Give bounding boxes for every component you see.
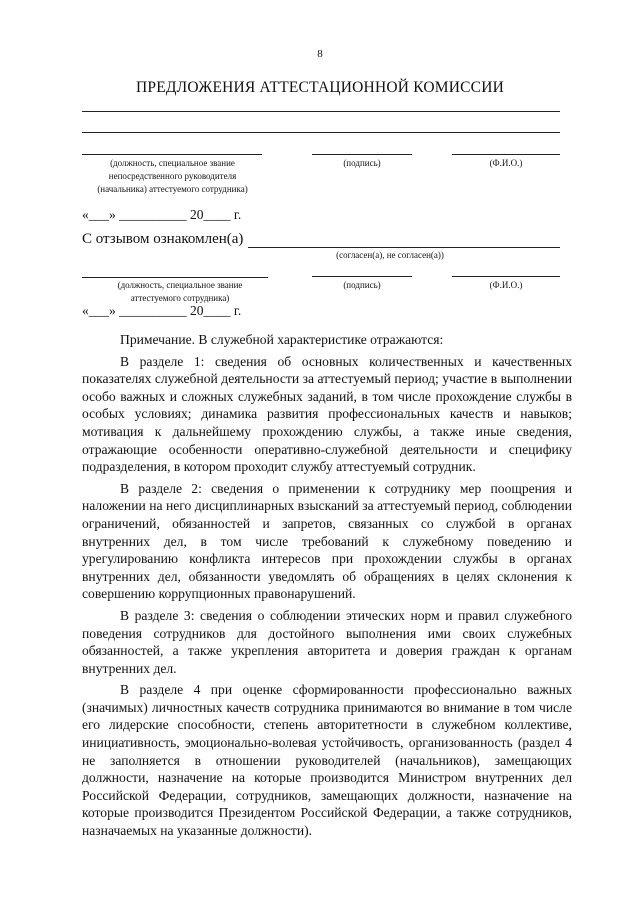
date-open-quote: « [82,207,89,222]
acknowledgement-line [248,247,560,248]
proposal-line-1 [82,111,560,112]
date-open-quote: « [82,303,89,318]
date-year-blank: ____ [203,207,231,222]
signature-line-2 [312,276,412,277]
proposal-line-2 [82,132,560,133]
position-line-2 [82,277,268,278]
note-paragraph-section-3: В разделе 3: сведения о соблюдении этических норм и правил служебного поведения сотрудников для достойного выполнения ими своих служебных обязанностей, а также укрепления авторитета и доверия граждан к органам внутренних дел. [82,607,572,676]
date-close-quote: » [109,303,116,318]
position-line-1 [82,154,262,155]
name-line-1 [452,154,560,155]
note-paragraph-section-4: В разделе 4 при оценке сформированности профессионально важных (значимых) личностных качеств сотрудника принимаются во внимание в том числе его лидерские способности, степень авторитетности в служебном коллективе, инициативность, эмоционально-волевая устойчивость, организованность (раздел 4 не заполняется в отношении руководителей (начальников), замещающих должности, назначение на которые производится Министром внутренних дел Российской Федерации, сотрудников, замещающих должности, назначение на которые производится Президентом Российской Федерации, а также сотрудников, назначаемых на указанные должности). [82,682,572,839]
date-year-prefix: 20 [190,303,204,318]
note-paragraph-section-1: В разделе 1: сведения об основных количественных и качественных показателях служебной деятельности за аттестуемый период; участие в выполнении особо важных и сложных служебных заданий, в том числе прохождение службы в особых условиях; динамика развития профессиональных качеств и навыков; мотивация к дальнейшему прохождению службы, а также иные сведения, отражающие особенности оперативно-служебной деятельности и специфику подразделения, в котором проходит службу аттестуемый сотрудник. [82,353,572,475]
date-day-blank: ___ [88,303,109,318]
date-suffix: г. [233,207,242,222]
date-year-prefix: 20 [190,207,204,222]
acknowledgement-label: С отзывом ознакомлен(а) [82,231,244,247]
date-year-blank: ____ [203,303,231,318]
signature-line-1 [312,154,412,155]
note-heading: Примечание. В служебной характеристике отражаются: [120,332,444,347]
position-caption-2: (должность, специальное звание аттестуемого сотрудника) [117,280,243,303]
date-day-blank: ___ [88,207,109,222]
date-suffix: г. [233,303,242,318]
name-line-2 [452,276,560,277]
date-row-2 [82,303,241,319]
position-caption-1: (должность, специальное звание непосредственного руководителя (начальника) аттестуемого сотрудника) [97,158,248,194]
note-paragraph-section-2: В разделе 2: сведения о применении к сотруднику мер поощрения и наложении на него дисциплинарных взысканий за аттестуемый период, соблюдении ограничений, обязанностей и запретов, связанных со службой в органах внутренних дел, в том числе требований к служебному поведению и урегулированию конфликта интересов при прохождении службы в органах внутренних дел, обязанности уведомлять об обращениях в целях склонения к совершению коррупционных правонарушений. [82,480,572,602]
name-caption-2: (Ф.И.О.) [489,280,523,290]
date-row-1 [82,207,241,223]
note-section [82,331,572,840]
page-title: ПРЕДЛОЖЕНИЯ АТТЕСТАЦИОННОЙ КОМИССИИ [135,79,504,96]
signature-caption-1: (подпись) [343,158,381,168]
acknowledgement-caption: (согласен(а), не согласен(а)) [336,250,444,260]
signature-caption-2: (подпись) [343,280,381,290]
date-month-blank: __________ [119,303,187,318]
name-caption-1: (Ф.И.О.) [489,158,523,168]
date-month-blank: __________ [119,207,187,222]
page-number: 8 [317,48,323,60]
date-close-quote: » [109,207,116,222]
